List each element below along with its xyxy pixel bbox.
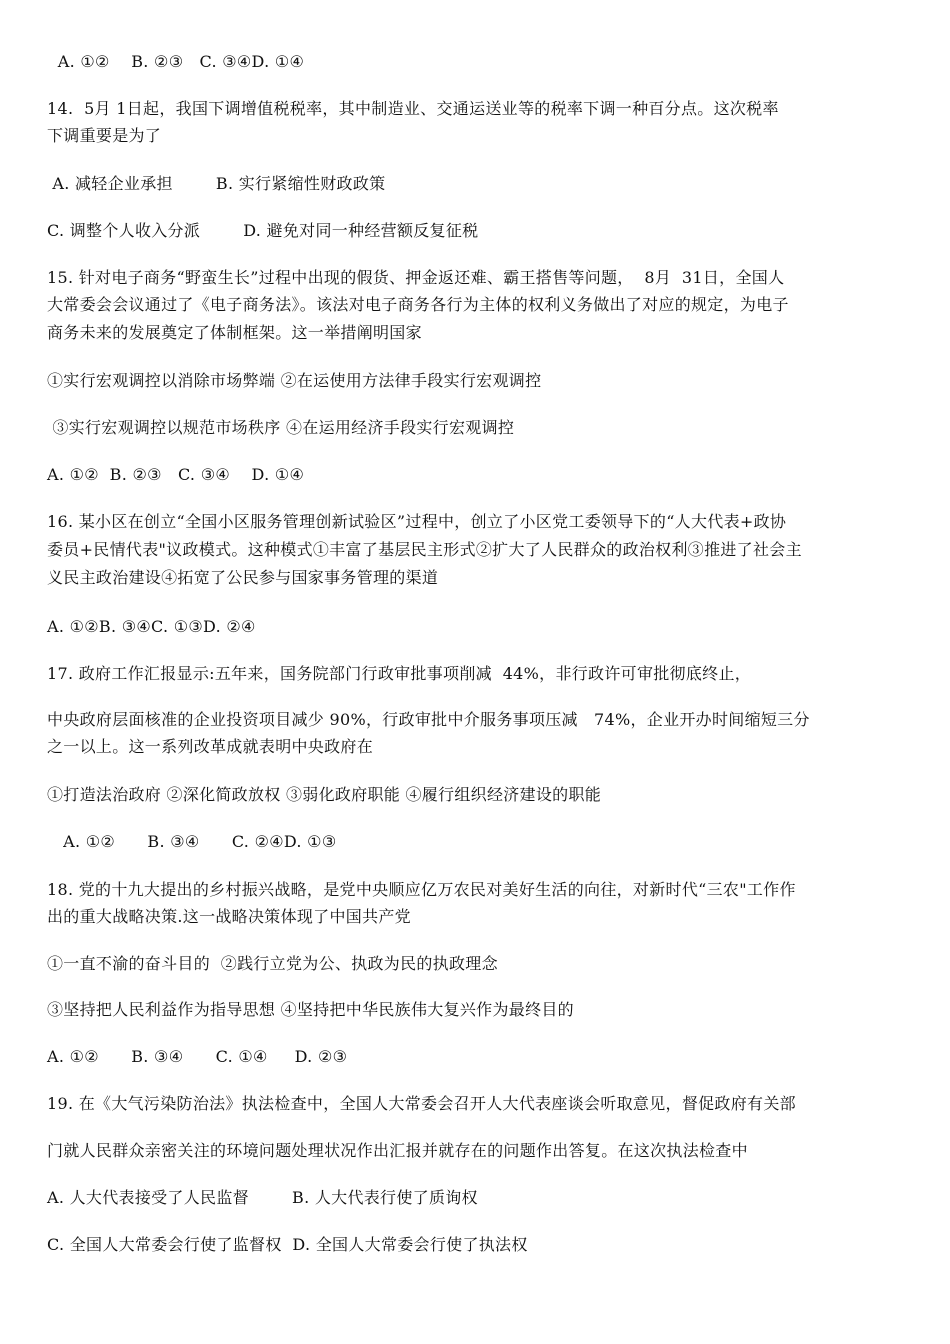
- q17-stem-line-3: 之一以上。这一系列改革成就表明中央政府在: [47, 737, 374, 756]
- q15-statements-3-4: ③实行宏观调控以规范市场秩序 ④在运用经济手段实行宏观调控: [47, 418, 515, 437]
- q19-stem-line-2: 门就人民群众亲密关注的环境问题处理状况作出汇报并就存在的问题作出答复。在这次执法检查中: [47, 1141, 748, 1160]
- q14-options-cd: C. 调整个人收入分派 D. 避免对同一种经营额反复征税: [47, 221, 479, 240]
- q16-stem-line-1: 16. 某小区在创立“全国小区服务管理创新试验区”过程中，创立了小区党工委领导下的“人大代表+政协: [47, 512, 787, 531]
- q19-stem-line-1: 19. 在《大气污染防治法》执法检查中，全国人大常委会召开人大代表座谈会听取意见，督促政府有关部: [47, 1094, 796, 1113]
- q16-stem-line-2: 委员+民情代表"议政模式。这种模式①丰富了基层民主形式②扩大了人民群众的政治权利③推进了社会主: [47, 540, 802, 559]
- q14-options-ab: A. 减轻企业承担 B. 实行紧缩性财政政策: [47, 174, 386, 193]
- q14-stem-line-2: 下调重要是为了: [47, 126, 162, 145]
- q19-options-cd: C. 全国人大常委会行使了监督权 D. 全国人大常委会行使了执法权: [47, 1235, 528, 1254]
- q17-statements: ①打造法治政府 ②深化简政放权 ③弱化政府职能 ④履行组织经济建设的职能: [47, 785, 602, 804]
- q15-stem-line-3: 商务未来的发展奠定了体制框架。这一举措阐明国家: [47, 323, 422, 342]
- q17-options: A. ①② B. ③④ C. ②④D. ①③: [47, 832, 337, 851]
- q17-stem-line-2: 中央政府层面核准的企业投资项目减少 90%，行政审批中介服务事项压减 74%，企业开办时间缩短三分: [47, 710, 810, 729]
- q18-statements-3-4: ③坚持把人民利益作为指导思想 ④坚持把中华民族伟大复兴作为最终目的: [47, 1000, 574, 1019]
- q15-stem-line-2: 大常委会会议通过了《电子商务法》。该法对电子商务各行为主体的权利义务做出了对应的规定，为电子: [47, 295, 789, 314]
- q15-options: A. ①② B. ②③ C. ③④ D. ①④: [47, 465, 305, 484]
- q17-stem-line-1: 17. 政府工作汇报显示:五年来，国务院部门行政审批事项削减 44%，非行政许可审批彻底终止，: [47, 664, 752, 683]
- q19-options-ab: A. 人大代表接受了人民监督 B. 人大代表行使了质询权: [47, 1188, 478, 1207]
- q14-stem-line-1: 14. 5月 1日起，我国下调增值税税率，其中制造业、交通运送业等的税率下调一种百分点。这次税率: [47, 99, 779, 118]
- q15-stem-line-1: 15. 针对电子商务“野蛮生长”过程中出现的假货、押金返还难、霸王搭售等问题， 8月 31日，全国人: [47, 268, 785, 287]
- q18-stem-line-1: 18. 党的十九大提出的乡村振兴战略，是党中央顺应亿万农民对美好生活的向往，对新时代“三农"工作作: [47, 880, 796, 899]
- q13-options: A. ①② B. ②③ C. ③④D. ①④: [47, 52, 305, 71]
- q16-stem-line-3: 义民主政治建设④拓宽了公民参与国家事务管理的渠道: [47, 568, 439, 587]
- q18-stem-line-2: 出的重大战略决策.这一战略决策体现了中国共产党: [47, 907, 411, 926]
- q18-options: A. ①② B. ③④ C. ①④ D. ②③: [47, 1047, 348, 1066]
- q18-statements-1-2: ①一直不渝的奋斗目的 ②践行立党为公、执政为民的执政理念: [47, 954, 498, 973]
- q15-statements-1-2: ①实行宏观调控以消除市场弊端 ②在运使用方法律手段实行宏观调控: [47, 371, 542, 390]
- q16-options: A. ①②B. ③④C. ①③D. ②④: [47, 617, 256, 636]
